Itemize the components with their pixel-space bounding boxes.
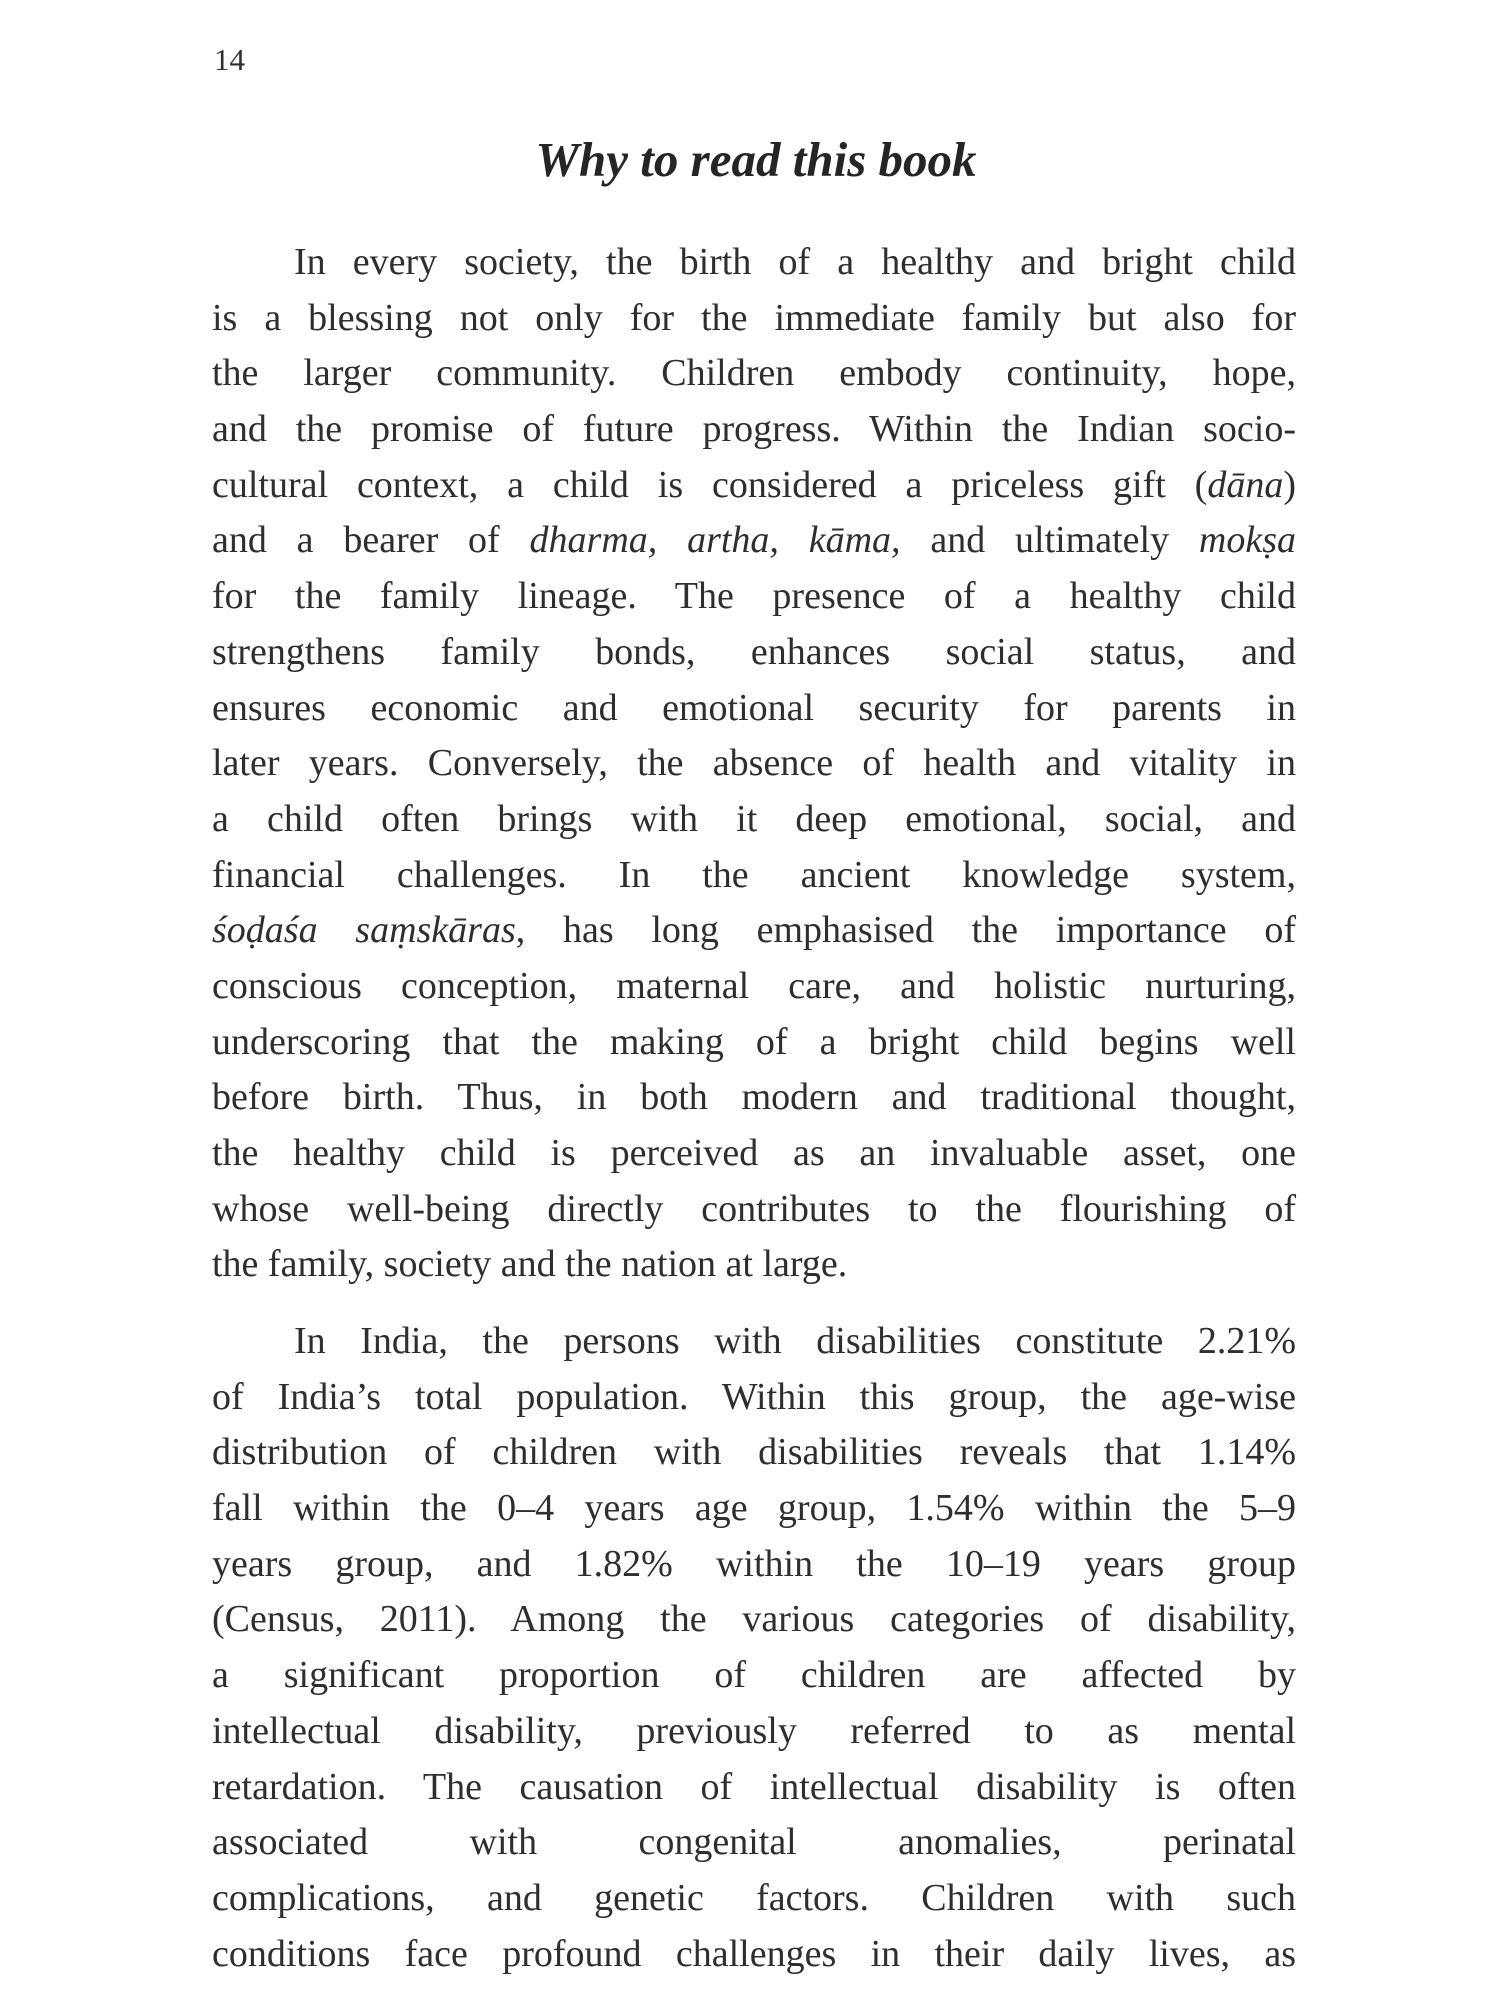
text-line: [212, 1927, 1296, 1983]
italic-term: mokṣa: [1198, 519, 1297, 562]
text-line: [212, 1370, 1296, 1426]
text-line: [212, 1648, 1296, 1704]
text-line: [212, 1704, 1296, 1760]
page-number: 14: [214, 42, 245, 77]
text-line: [212, 1182, 1296, 1238]
section-title: Why to read this book: [535, 132, 977, 187]
text-segment: underscoring that the making of a bright child begins well: [212, 1020, 1296, 1063]
text-line: [212, 848, 1296, 904]
text-segment: and the promise of future progress. Within the Indian socio-: [212, 408, 1296, 451]
text-line: [212, 1592, 1296, 1648]
text-line: [212, 235, 1296, 291]
text-line: [212, 1871, 1296, 1927]
text-segment: ensures economic and emotional security for parents in: [212, 686, 1296, 729]
text-segment: strengthens family bonds, enhances social status, and: [212, 630, 1296, 673]
text-line: [212, 959, 1296, 1015]
text-segment: intellectual disability, previously referred to as mental: [212, 1709, 1296, 1752]
paragraph-2: [212, 1314, 1296, 1982]
italic-term: dāna: [1207, 463, 1284, 506]
text-segment: conscious conception, maternal care, and holistic nurturing,: [212, 964, 1296, 1007]
text-segment: In every society, the birth of a healthy and bright child: [294, 241, 1296, 283]
text-line: [212, 1015, 1296, 1071]
text-segment: ): [1283, 463, 1296, 506]
text-line: [212, 513, 1296, 569]
text-segment: before birth. Thus, in both modern and traditional thought,: [212, 1076, 1296, 1119]
text-segment: for the family lineage. The presence of a healthy child: [212, 575, 1296, 618]
text-line: [212, 681, 1296, 737]
text-segment: later years. Conversely, the absence of health and vitality in: [212, 742, 1296, 785]
text-line: [212, 1070, 1296, 1126]
text-line: [212, 569, 1296, 625]
text-line: [212, 736, 1296, 792]
text-segment: and a bearer of: [212, 519, 530, 562]
text-segment: fall within the 0–4 years age group, 1.54% within the 5–9: [212, 1487, 1296, 1530]
text-segment: (Census, 2011). Among the various categories of disability,: [212, 1598, 1296, 1641]
text-line: [212, 1425, 1296, 1481]
text-segment: In India, the persons with disabilities constitute 2.21%: [294, 1320, 1296, 1362]
text-segment: distribution of children with disabilities reveals that 1.14%: [212, 1431, 1296, 1474]
text-line: [212, 903, 1296, 959]
text-segment: complications, and genetic factors. Children with such: [212, 1876, 1296, 1919]
text-line: [212, 625, 1296, 681]
text-segment: years group, and 1.82% within the 10–19 years group: [212, 1542, 1296, 1585]
paragraph-1: [212, 235, 1296, 1293]
text-line: [212, 346, 1296, 402]
text-segment: retardation. The causation of intellectual disability is often: [212, 1765, 1296, 1808]
text-segment: associated with congenital anomalies, perinatal: [212, 1821, 1296, 1864]
text-segment: , has long emphasised the importance of: [515, 909, 1296, 952]
text-segment: a significant proportion of children are affected by: [212, 1654, 1296, 1697]
text-line: [212, 1237, 1296, 1293]
text-segment: conditions face profound challenges in their daily lives, as: [212, 1932, 1296, 1975]
text-line: [212, 458, 1296, 514]
text-line: [212, 291, 1296, 347]
italic-term: dharma, artha, kāma,: [529, 519, 901, 562]
text-line: [212, 792, 1296, 848]
text-segment: and ultimately: [900, 519, 1199, 562]
text-line: [212, 402, 1296, 458]
text-line: [212, 1537, 1296, 1593]
text-line: [212, 1815, 1296, 1871]
text-line: [212, 1481, 1296, 1537]
text-segment: is a blessing not only for the immediate family but also for: [212, 296, 1296, 339]
text-segment: the family, society and the nation at large.: [212, 1243, 848, 1286]
italic-term: śoḍaśa saṃskāras: [212, 909, 516, 952]
text-segment: whose well-being directly contributes to the flourishing of: [212, 1187, 1296, 1230]
text-segment: the healthy child is perceived as an invaluable asset, one: [212, 1132, 1296, 1174]
text-segment: of India’s total population. Within this group, the age-wise: [212, 1375, 1296, 1418]
text-segment: the larger community. Children embody continuity, hope,: [212, 352, 1296, 395]
text-segment: cultural context, a child is considered a priceless gift (: [212, 463, 1208, 506]
text-segment: a child often brings with it deep emotional, social, and: [212, 797, 1296, 840]
text-line: [212, 1314, 1296, 1370]
text-line: [212, 1760, 1296, 1816]
text-segment: financial challenges. In the ancient knowledge system,: [212, 853, 1296, 896]
text-line: [212, 1126, 1296, 1182]
